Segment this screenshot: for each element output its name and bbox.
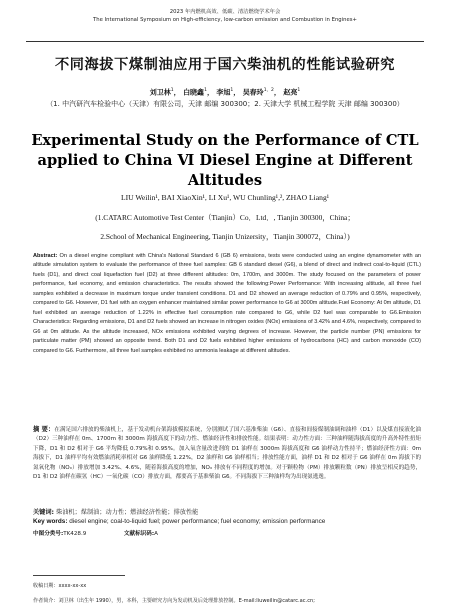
author-name: 白晓鑫 xyxy=(183,88,205,97)
author-affil-mark: 1 xyxy=(230,88,234,93)
author-name: 吴春玲 xyxy=(242,88,264,97)
chinese-abstract xyxy=(33,425,421,482)
english-authors: LIU Weilin¹, BAI XiaoXin¹, LI Xu¹, WU Chunling¹,², ZHAO Liang¹ xyxy=(120,193,330,202)
author-affil-mark: 1，2 xyxy=(263,88,274,93)
author-affil-mark: 1 xyxy=(204,88,207,93)
chinese-abstract-label: 摘 要： xyxy=(33,426,55,433)
conference-name-cn: 2023 年内燃机高效、低碳、清洁燃烧学术年会 xyxy=(169,9,281,15)
english-abstract xyxy=(33,252,421,356)
classification-number: TK428.9 xyxy=(63,531,87,537)
classification-label: 中图分类号: xyxy=(33,531,64,537)
author-affil-mark: 1 xyxy=(170,88,174,93)
english-affiliation-1: (1.CATARC Automotive Test Center（Tianjin）Co．Ltd．, Tianjin 300300，China； xyxy=(95,213,355,222)
english-keywords xyxy=(33,518,421,525)
english-keywords-text: diesel engine; coal-to-liquid fuel; power performance; fuel economy; emission performance xyxy=(69,518,326,525)
english-title-line: Experimental Study on the Performance of CTL xyxy=(31,132,419,149)
received-date-footnote: 收稿日期：xxxx-xx-xx xyxy=(33,583,87,589)
footnote-rule xyxy=(33,575,125,576)
chinese-keywords-text: 柴油机；煤制油；动力性；燃油经济性能；排放性能 xyxy=(56,509,199,516)
english-title-line: Altitudes xyxy=(187,172,263,189)
chinese-abstract-body: 在满足国六排放的柴油机上，基于发动机台架海拔模拟系统，分别测试了国六基准柴油（G6）、直接和间接煤制油调和油样（D1）以及煤直接液化油（D2）三种油样在 0m、1700m 和 3000m 海拔高度下的动力性、燃油经济性和排放性能。结果表明：动力性方面：三种油样随海拔高度的升高外特性扭矩下降，D1 和 D2 相对于 G6 平均降低 0.79%和 0.95%。加入氧含量改进剂的 D1 油样在 3000m 海拔高度和 G6 油样动力性持平；燃油经济性方面：0m 海拔下，D1 油样平均有效燃油消耗率相对 G6 油样降低 1.22%，D2 油样和 G6 油样相当；排放性能方面，油样 D1 和 D2 相对于 G6 油样在 0m 海拔下的氮氧化物（NOₓ）排放增加 3.42%、4.6%，随着海拔高度的增加，NOₓ 排放有不同程度的增加。对于颗粒物（PM）排放颗粒数（PN）排放呈相反的趋势，D1 和 D2 油样在碳氢（HC）一氧化碳（CO）排放方面，都要高于基准柴油 G6。不同海拔下三种油样均为出现氨逃逸。 xyxy=(33,427,421,481)
author-bio-footnote: 作者简介：刘卫林（出生年 1990），男，本科，主要研究方向为发动机及后处理排放控制。E-mail:liuweilin@catarc.ac.cn; xyxy=(33,598,315,604)
chinese-affiliation: （1. 中汽研汽车检验中心（天津）有限公司，天津 邮编 300300；2. 天津大学 机械工程学院 天津 邮编 300300） xyxy=(46,100,404,108)
english-keywords-label: Key words: xyxy=(33,518,68,525)
author-name: 刘卫林 xyxy=(149,88,171,97)
author-affil-mark: 1 xyxy=(297,88,301,93)
document-code-label: 文献标识码: xyxy=(123,531,155,537)
english-title-line: applied to China Ⅵ Diesel Engine at Different xyxy=(37,152,413,169)
chinese-title: 不同海拔下煤制油应用于国六柴油机的性能试验研究 xyxy=(54,57,396,73)
abstract-body: On a diesel engine compliant with China's National Standard 6 (GB 6) emissions, tests were conducted using an engine dynamometer with an altitude simulation system to evaluate the performance of three fuel samples: GB 6 standard diesel (G6), a blend of direct and indirect coal-to-liquid (CTL) fuels (D1), and direct coal liquefaction fuel (D2) at three different altitudes: 0m, 1700m, and 3000m. The study focused on the parameters of power performance, fuel economy, and emission characteristics. The results showed the following:Power Performance: With increasing altitude, all three fuel samples exhibited a decrease in maximum torque under transient conditions. D1 and D2 showed an average reduction of 0.79% and 0.95%, respectively, compared to G6. However, D1 fuel with an oxygen enhancer maintained similar power performance to G6 at 3000m altitude.Fuel Economy: At 0m altitude, D1 fuel exhibited an average reduction of 1.22% in effective fuel consumption rate compared to G6, while D2 fuel was comparable to G6.Emission Characteristics: Regarding emissions, D1 and D2 fuels showed an increase in nitrogen oxides (NOx) emissions of 3.42% and 4.6%, respectively, compared to G6 at 0m altitude. As the altitude increased, NOx emissions exhibited varying degrees of increase. However, the particle number (PN) emissions for particulate matter (PM) showed an opposite trend. Both D1 and D2 fuels exhibited higher emissions of hydrocarbons (HC) and carbon monoxide (CO) compared to G6. Furthermore, all three fuel samples exhibited no ammonia leakage at different altitudes. xyxy=(33,253,421,354)
classification-line xyxy=(33,529,421,537)
header-rule xyxy=(26,41,424,42)
conference-name-en: The International Symposium on High-efficiency, low-carbon emission and Combustion in Engines+ xyxy=(93,17,357,23)
abstract-label: Abstract: xyxy=(33,253,58,259)
chinese-keywords xyxy=(33,507,421,516)
author-name: 赵亮 xyxy=(283,88,298,97)
author-name: 李旭 xyxy=(216,88,231,97)
chinese-keywords-label: 关键词: xyxy=(33,509,55,516)
document-code: A xyxy=(154,531,158,537)
conference-header xyxy=(0,8,450,24)
english-affiliation-2: 2.School of Mechanical Engineering, Tianjin Unizersity，Tianjin 300072，China）) xyxy=(100,232,350,241)
chinese-authors: 刘卫林$^1$， 白晓鑫$^1$， 李旭$^1$， 吴春玲$^{1,2}$， 赵亮$^1$ xyxy=(149,88,301,97)
english-title xyxy=(0,131,450,191)
